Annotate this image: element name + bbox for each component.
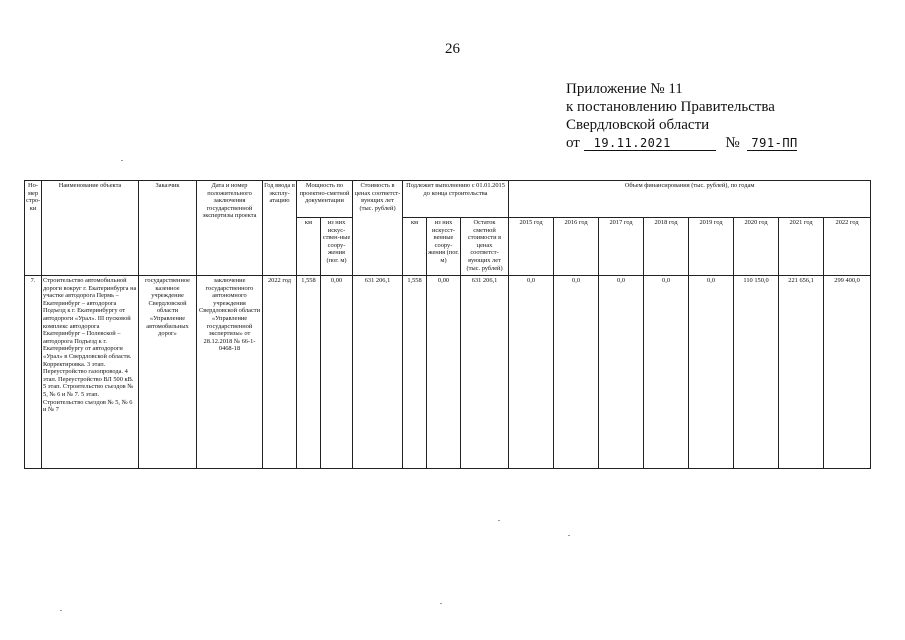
cell-year-2015: 0,0 [509, 276, 554, 469]
cell-expertise: заключение государственного автономного учреждения Свердловской области «Управление государственной экспертизы» от 28.12.2018 № 66-1-0468-18 [197, 276, 263, 469]
header-commissioning-year: Год ввода в эксплу-атацию [263, 181, 297, 276]
decree-date: 19.11.2021 [584, 136, 716, 151]
header-year-2017: 2017 год [599, 218, 644, 276]
cell-year-2022: 299 400,0 [824, 276, 871, 469]
header-capacity: Мощность по проектно-сметной документации [297, 181, 353, 218]
table-row [25, 276, 871, 469]
number-label: № [725, 135, 740, 151]
header-expertise: Дата и номер положительного заключения государственной экспертизы проекта [197, 181, 263, 276]
appendix-region: Свердловской области [566, 117, 710, 133]
header-customer: Заказчик [139, 181, 197, 276]
appendix-date-row [566, 134, 797, 152]
header-year-2019: 2019 год [689, 218, 734, 276]
cell-capacity-structures: 0,00 [321, 276, 353, 469]
header-row-number: Но-мер стро-ки [25, 181, 42, 276]
cell-remaining-cost: 631 206,1 [461, 276, 509, 469]
from-label: от [566, 135, 580, 151]
decree-number: 791-ПП [747, 136, 797, 151]
scan-speck [440, 603, 442, 604]
table-header-row [25, 181, 871, 218]
header-year-2016: 2016 год [554, 218, 599, 276]
financing-table [24, 180, 871, 469]
cell-remaining-structures: 0,00 [427, 276, 461, 469]
cell-year-2020: 110 150,0 [734, 276, 779, 469]
header-financing: Объем финансирования (тыс. рублей), по годам [509, 181, 871, 218]
cell-year-2017: 0,0 [599, 276, 644, 469]
header-remaining: Подлежит выполнению с 01.01.2015 до конца строительства [403, 181, 509, 218]
appendix-title: Приложение № 11 [566, 81, 683, 97]
cell-remaining-km: 1,558 [403, 276, 427, 469]
scan-speck [498, 520, 500, 521]
header-year-2020: 2020 год [734, 218, 779, 276]
cell-row-number: 7. [25, 276, 42, 469]
header-year-2015: 2015 год [509, 218, 554, 276]
cell-cost: 631 206,1 [353, 276, 403, 469]
cell-capacity-km: 1,558 [297, 276, 321, 469]
header-cost: Стоимость в ценах соответст-вующих лет (тыс. рублей) [353, 181, 403, 276]
cell-year-2021: 221 656,1 [779, 276, 824, 469]
scan-speck [121, 160, 123, 161]
cell-year-2016: 0,0 [554, 276, 599, 469]
header-capacity-structures: из них искус-ствен-ные соору-жения (пог. м) [321, 218, 353, 276]
header-object-name: Наименование объекта [42, 181, 139, 276]
cell-year-2018: 0,0 [644, 276, 689, 469]
header-remaining-km: км [403, 218, 427, 276]
cell-commissioning-year: 2022 год [263, 276, 297, 469]
scan-speck [568, 535, 570, 536]
appendix-decree: к постановлению Правительства [566, 99, 775, 115]
header-year-2018: 2018 год [644, 218, 689, 276]
cell-object-name: Строительство автомобильной дороги вокруг г. Екатеринбурга на участке автодорога Пермь – Екатеринбург – автодорога Подъезд к г. Екатеринбургу от автодороги «Урал». III пусковой комплекс автодорога Екатеринбург – Полевской – автодорога Подъезд к г. Екатеринбургу от автодороги «Урал» в Свердловской области. Корректировка. 3 этап. Переустройство газопровода. 4 этап. Переустройство ВЛ 500 кВ. 5 этап. Строительство съездов № 5, № 6 и № 7. 5 этап. Строительство съездов № 5, № 6 и № 7 [42, 276, 139, 469]
appendix-heading [566, 80, 797, 152]
header-year-2022: 2022 год [824, 218, 871, 276]
header-year-2021: 2021 год [779, 218, 824, 276]
cell-year-2019: 0,0 [689, 276, 734, 469]
page-number: 26 [445, 41, 460, 57]
header-remaining-structures: из них искусст-венные соору-жения (пог. м) [427, 218, 461, 276]
cell-customer: государственное казенное учреждение Свердловской области «Управление автомобильных дорог» [139, 276, 197, 469]
header-remaining-cost: Остаток сметной стоимости в ценах соответст-вующих лет (тыс. рублей) [461, 218, 509, 276]
scan-speck [60, 610, 62, 611]
header-capacity-km: км [297, 218, 321, 276]
